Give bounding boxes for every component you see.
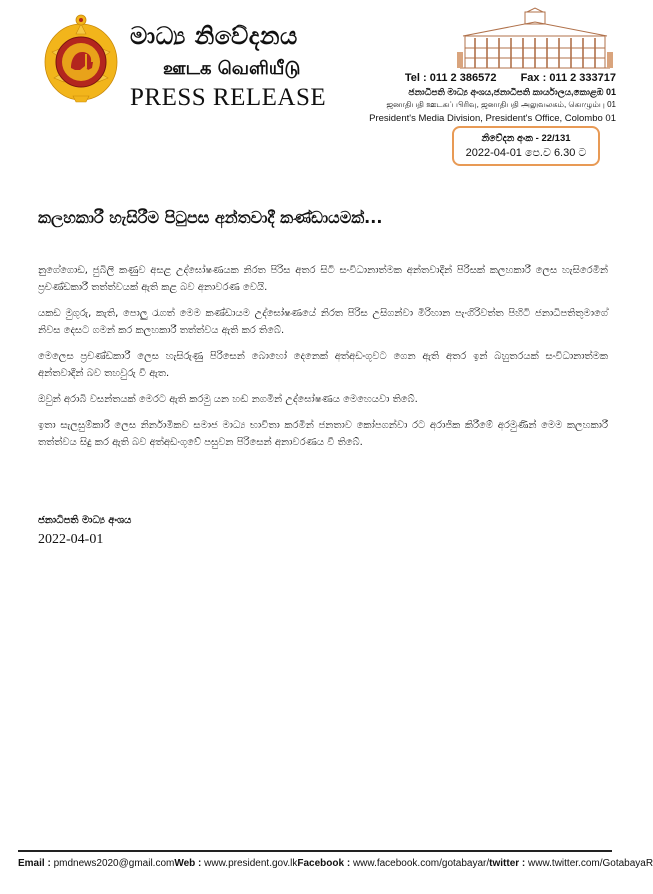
reference-number: නිවේදන අංක - 22/131: [481, 133, 571, 144]
reference-datetime: 2022-04-01 පෙ.ව 6.30 ට: [465, 147, 587, 159]
contact-block: [369, 72, 616, 124]
paragraph: යකඩ මුගුරු, කැති, පොලු රැගත් මෙම කණ්ඩායම උද්ඝෝෂණයේ නිරත පිරිස උසිගන්වා මිරිහාන පැංගිරිවත්ත පිහිටි ජනාධිපතිතුමාගේ නිවස දෙසට ගමන් කර කලහකාරී තත්ත්වය ඇති කර තිබේ.: [38, 308, 608, 336]
signature-organization: ජනාධිපති මාධ්‍ය අංශය: [38, 515, 132, 526]
signature-date: 2022-04-01: [38, 532, 104, 547]
twitter-link[interactable]: www.twitter.com/GotabayaR: [528, 858, 653, 869]
title-tamil: ஊடக வெளியீடு: [163, 58, 301, 79]
headline: කලහකාරී හැසිරීම පිටුපස අන්තවාදී කණ්ඩායමක්...: [38, 208, 383, 227]
footer-divider: [18, 850, 612, 852]
fax-value: : 011 2 333717: [542, 72, 616, 84]
phone-fax-row: [369, 72, 616, 84]
national-emblem-icon: [40, 12, 122, 104]
title-sinhala: මාධ්‍ය නිවේදනය: [130, 22, 298, 50]
web-label: Web :: [174, 858, 202, 869]
facebook-link[interactable]: www.facebook.com/gotabayar/: [352, 858, 490, 869]
email-label: Email :: [18, 858, 51, 869]
fax-label: Fax: [520, 72, 540, 84]
paragraph: ඉතා සැලසුම්කාරී ලෙස නිර්නාමිකව සමාජ මාධ්‍ය භාවිතා කරමින් ජනතාව කෝපගන්වා රට අරාජික කිරීමේ අරමුණින් මෙම කලහකාරී තත්ත්වය සිදු කර ඇති බව අත්අඩංගුවේ පසුවන පිරිසෙන් අනාවරණය වී තිබේ.: [38, 420, 608, 448]
paragraph: ඔවුන් අරාබි වසන්තයක් මෙරට ඇති කරමු යන හඬ නගමින් උද්ඝෝෂණය මෙහෙයවා තිබේ.: [38, 394, 418, 405]
email-link[interactable]: pmdnews2020@gmail.com: [53, 858, 175, 869]
footer-web: [174, 858, 297, 869]
tel-label: Tel: [404, 72, 420, 84]
paragraph: මෙලෙස ප්‍රචණ්ඩකාරී ලෙස හැසිරුණු පිරිසෙන් බොහෝ දෙනෙක් අත්අඩංගුවට ගෙන ඇති අතර ඉන් බහුතරයක් සංවිධානාත්මක අන්තවාදීන් බව තහවුරු වී ඇත.: [38, 351, 608, 379]
presidents-office-building-icon: [455, 8, 615, 70]
article-body: [38, 262, 608, 460]
web-link[interactable]: www.president.gov.lk: [204, 858, 298, 869]
paragraph: නුගේගොඩ, ජුබිලි කණුව අසළ උද්ඝෝෂණයක නිරත පිරිස අතර සිටි සංවිධානාත්මක අන්තවාදීන් පිරිසක් කලහකාරී ලෙස හැසිරෙමින් ප්‍රචණ්ඩකාරී තත්ත්වයක් ඇති කළ බව අනාවරණ වෙයි.: [38, 265, 608, 293]
footer-twitter: [489, 858, 653, 869]
reference-box: [452, 126, 600, 166]
address-tamil: ஜனாதிபதி ஊடகப் பிரிவு, ஜனாதிபதி அலுவலகம், கொழும்பு 01: [386, 100, 616, 109]
title-english: PRESS RELEASE: [130, 84, 327, 111]
twitter-label: twitter :: [489, 858, 526, 869]
address-english: President's Media Division, President's Office, Colombo 01: [369, 113, 616, 124]
footer: [18, 858, 653, 869]
tel-value: : 011 2 386572: [423, 72, 497, 84]
address-sinhala: ජනාධිපති මාධ්‍ය අංශය,ජනාධිපති කාර්යාලය,කොළඹ 01: [408, 87, 616, 97]
facebook-label: Facebook :: [297, 858, 351, 869]
footer-email: [18, 858, 174, 869]
footer-facebook: [297, 858, 489, 869]
